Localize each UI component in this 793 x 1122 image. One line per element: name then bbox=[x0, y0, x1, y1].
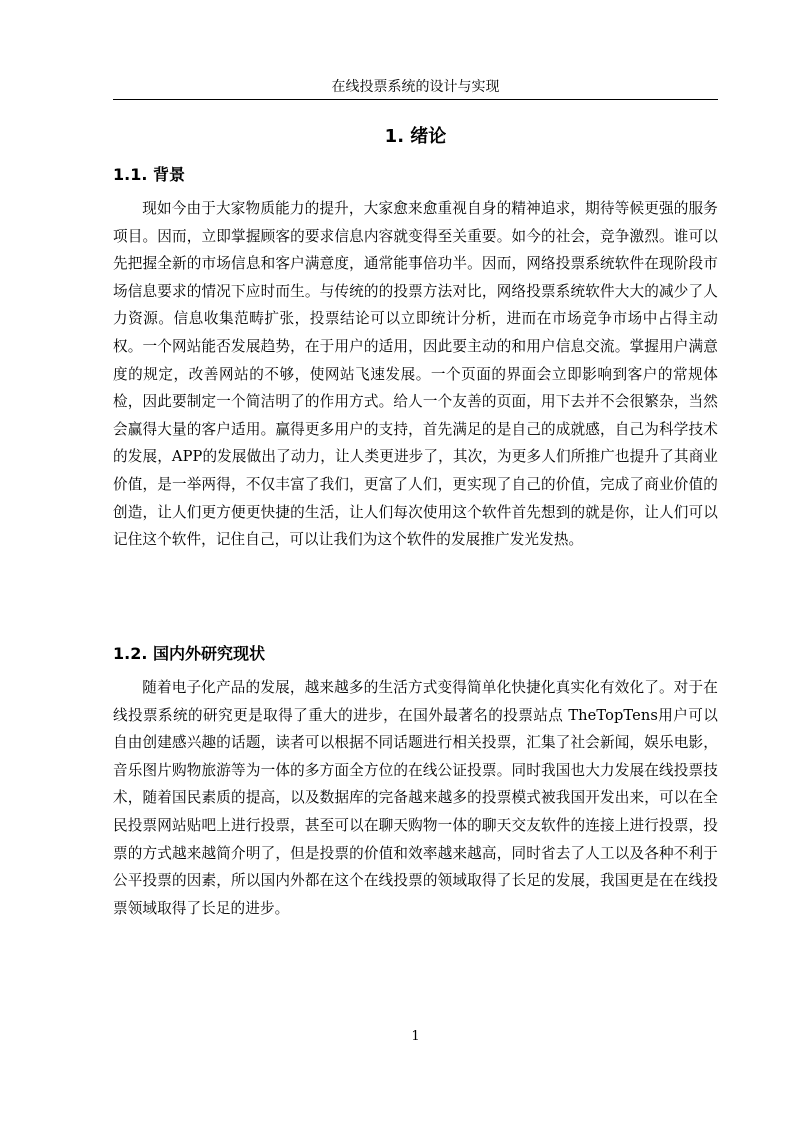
section-heading-background: 1.1. 背景 bbox=[113, 165, 185, 184]
chapter-title: 1. 绪论 bbox=[384, 126, 447, 147]
paragraph-research-status: 随着电子化产品的发展，越来越多的生活方式变得简单化快捷化真实化有效化了。对于在线投票系统的研究更是取得了重大的进步，在国外最著名的投票站点 TheTopTens用户可以自由创建感兴趣的话题，读者可以根据不同话题进行相关投票，汇集了社会新闻，娱乐电影，音乐图片购物旅游等为一体的多方面全方位的在线公证投票。同时我国也大力发展在线投票技术，随着国民素质的提高，以及数据库的完备越来越多的投票模式被我国开发出来，可以在全民投票网站贴吧上进行投票，甚至可以在聊天购物一体的聊天交友软件的连接上进行投票，投票的方式越来越简介明了，但是投票的价值和效率越来越高，同时省去了人工以及各种不利于公平投票的因素，所以国内外都在这个在线投票的领域取得了长足的发展，我国更是在在线投票领域取得了长足的进步。 bbox=[113, 679, 718, 917]
running-header: 在线投票系统的设计与实现 bbox=[331, 79, 500, 95]
section-heading-research-status: 1.2. 国内外研究现状 bbox=[113, 644, 265, 663]
paragraph-background: 现如今由于大家物质能力的提升，大家愈来愈重视自身的精神追求，期待等候更强的服务项目。因而，立即掌握顾客的要求信息内容就变得至关重要。如今的社会，竞争激烈。谁可以先把握全新的市场信息和客户满意度，通常能事倍功半。因而，网络投票系统软件在现阶段市场信息要求的情况下应时而生。与传统的的投票方法对比，网络投票系统软件大大的减少了人力资源。信息收集范畴扩张，投票结论可以立即统计分析，进而在市场竞争市场中占得主动权。一个网站能否发展趋势，在于用户的适用，因此要主动的和用户信息交流。掌握用户满意度的规定，改善网站的不够，使网站飞速发展。一个页面的界面会立即影响到客户的常规体检，因此要制定一个简洁明了的作用方式。给人一个友善的页面，用下去并不会很繁杂，当然会赢得大量的客户适用。赢得更多用户的支持，首先满足的是自己的成就感，自己为科学技术的发展，APP的发展做出了动力，让人类更进步了，其次，为更多人们所推广也提升了其商业价值，是一举两得，不仅丰富了我们，更富了人们，更实现了自己的价值，完成了商业价值的创造，让人们更方便更快捷的生活，让人们每次使用这个软件首先想到的就是你，让人们可以记住这个软件，记住自己，可以让我们为这个软件的发展推广发光发热。 bbox=[113, 200, 718, 549]
page-number: 1 bbox=[411, 1029, 420, 1044]
header-rule bbox=[113, 99, 718, 100]
